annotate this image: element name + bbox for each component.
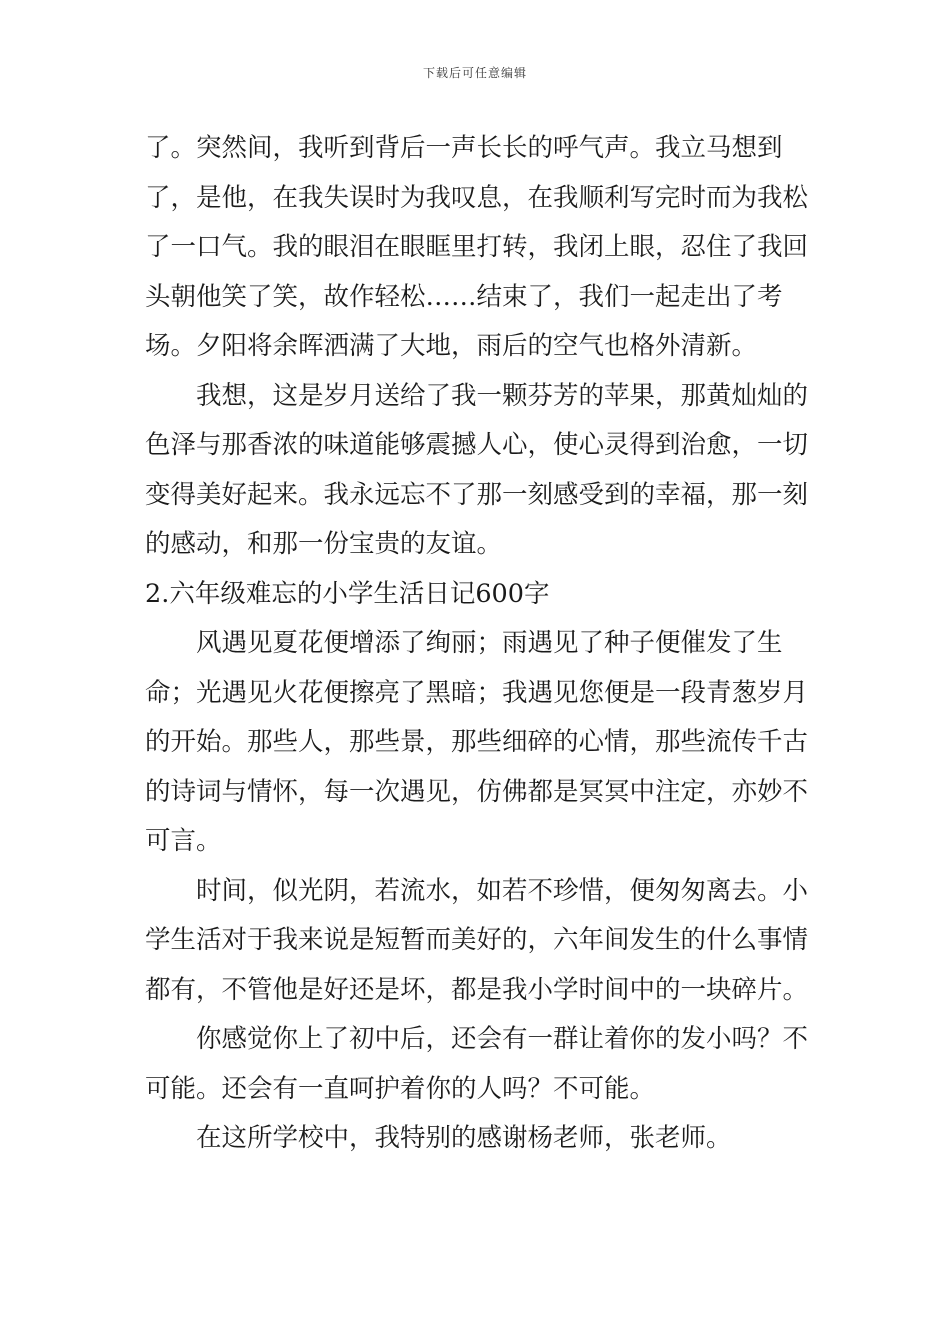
document-body	[145, 124, 815, 1164]
paragraph-4: 时间，似光阴，若流水，如若不珍惜，便匆匆离去。小学生活对于我来说是短暂而美好的，六年间发生的什么事情都有，不管他是好还是坏，都是我小学时间中的一块碎片。	[145, 875, 809, 1005]
paragraph-3: 风遇见夏花便增添了绚丽；雨遇见了种子便催发了生命；光遇见火花便擦亮了黑暗；我遇见您便是一段青葱岁月的开始。那些人，那些景，那些细碎的心情，那些流传千古的诗词与情怀，每一次遇见，仿佛都是冥冥中注定，亦妙不可言。	[145, 628, 809, 856]
paragraph-6: 在这所学校中，我特别的感谢杨老师，张老师。	[196, 1123, 732, 1153]
section-heading: 2.六年级难忘的小学生活日记600字	[145, 578, 550, 609]
paragraph-5: 你感觉你上了初中后，还会有一群让着你的发小吗？不可能。还会有一直呵护着你的人吗？不可能。	[145, 1024, 809, 1104]
paragraph-2: 我想，这是岁月送给了我一颗芬芳的苹果，那黄灿灿的色泽与那香浓的味道能够震撼人心，使心灵得到治愈，一切变得美好起来。我永远忘不了那一刻感受到的幸福，那一刻的感动，和那一份宝贵的友谊。	[145, 380, 809, 559]
paragraph-1: 了。突然间，我听到背后一声长长的呼气声。我立马想到了，是他，在我失误时为我叹息，在我顺利写完时而为我松了一口气。我的眼泪在眼眶里打转，我闭上眼，忍住了我回头朝他笑了笑，故作轻松……结束了，我们一起走出了考场。夕阳将余晖洒满了大地，雨后的空气也格外清新。	[145, 133, 809, 361]
page-header: 下载后可任意编辑	[422, 66, 527, 80]
